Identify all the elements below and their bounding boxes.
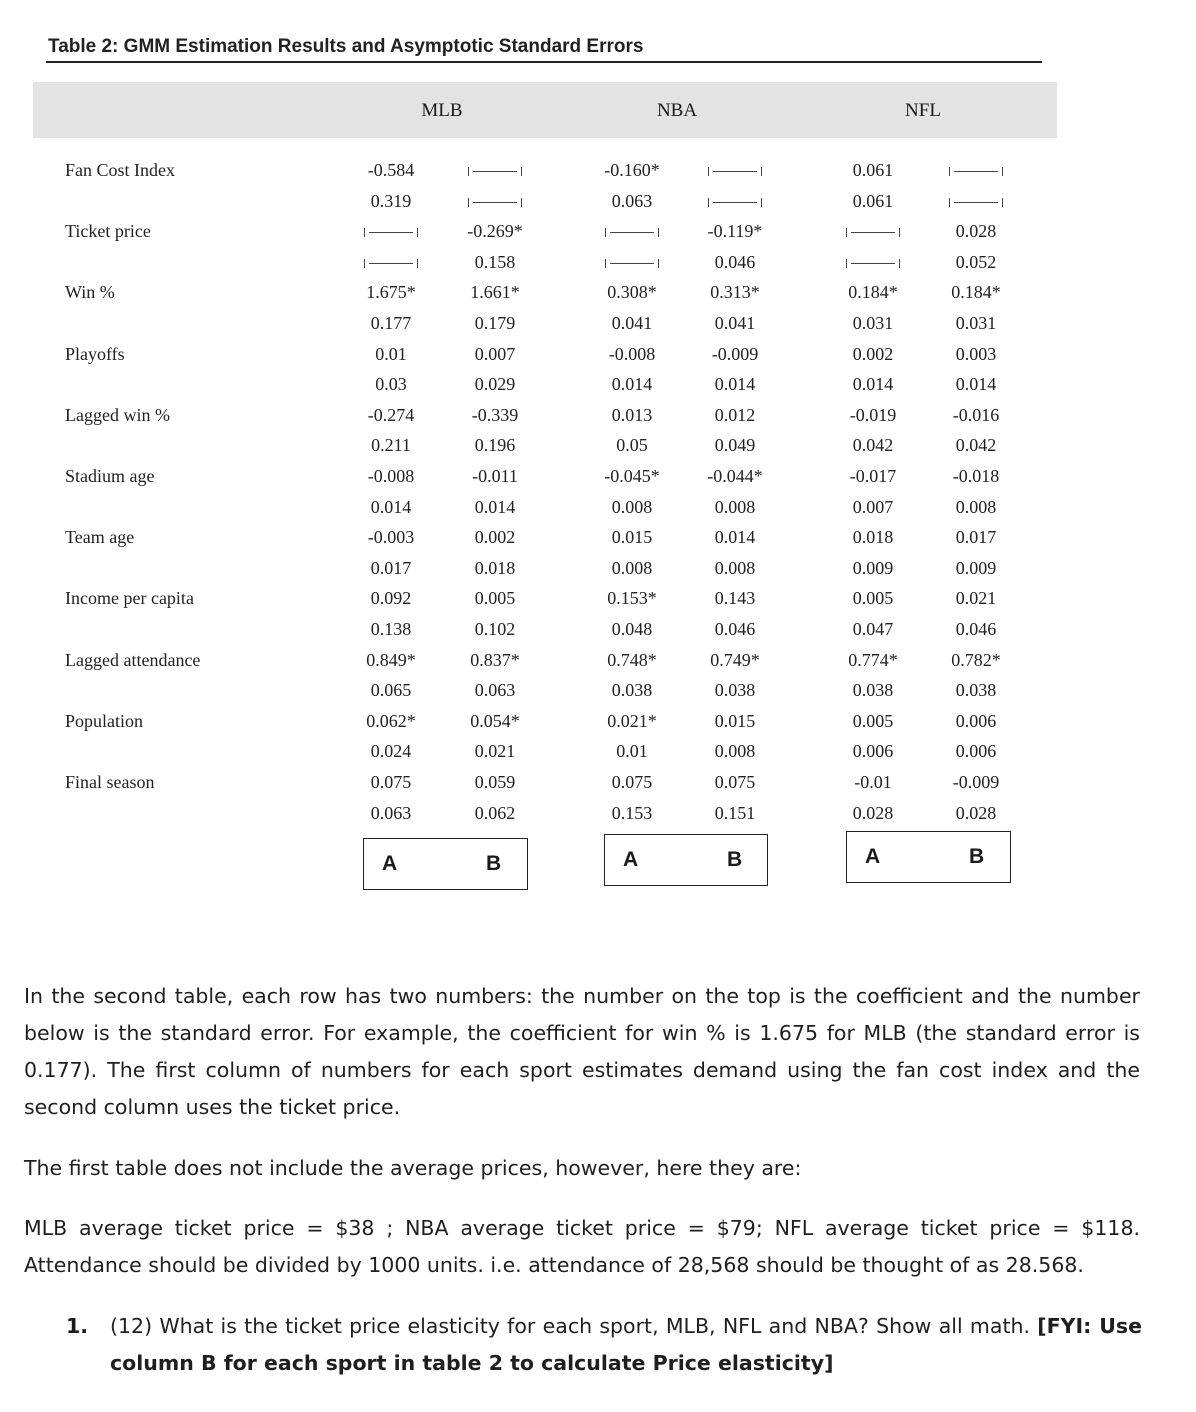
std-error-cell: 0.01 (616, 741, 648, 762)
row-label: Income per capita (65, 588, 194, 609)
coefficient-cell: -0.019 (849, 404, 897, 425)
std-error-cell: 0.038 (611, 680, 653, 701)
coefficient-cell: 0.007 (474, 343, 516, 364)
column-label-b: B (727, 848, 743, 871)
coefficient-cell: -0.269* (467, 221, 523, 242)
row-label: Final season (65, 772, 155, 792)
std-error-cell: 0.05 (616, 435, 648, 456)
row-label: Ticket price (65, 221, 151, 242)
league-header-nba: NBA (656, 100, 698, 121)
coefficient-cell: -0.584 (367, 160, 415, 180)
coefficient-cell: 0.837* (470, 649, 520, 670)
column-box-nba (604, 834, 768, 886)
std-error-cell: 0.008 (611, 557, 653, 578)
std-error-cell: 0.041 (714, 313, 756, 333)
std-error-cell: 0.006 (852, 741, 894, 762)
coefficient-cell: -0.045* (604, 466, 660, 486)
std-error-cell: 0.061 (852, 190, 894, 211)
empty-cell-dash (851, 263, 895, 264)
std-error-cell: 0.009 (955, 557, 997, 578)
std-error-cell: 0.063 (611, 190, 653, 211)
coefficient-cell: -0.009 (711, 343, 759, 364)
coefficient-cell: 0.002 (474, 527, 516, 548)
std-error-cell: 0.014 (370, 496, 412, 517)
table-caption: Table 2: GMM Estimation Results and Asymptotic Standard Errors (48, 36, 644, 57)
std-error-cell: 0.017 (370, 557, 412, 578)
std-error-cell: 0.062 (474, 802, 516, 823)
std-error-cell: 0.151 (714, 802, 756, 823)
row-label: Win % (65, 282, 115, 303)
coefficient-cell: 0.308* (607, 282, 657, 303)
coefficient-cell: -0.044* (707, 466, 763, 486)
std-error-cell: 0.046 (714, 619, 756, 639)
std-error-cell: 0.014 (955, 374, 997, 395)
std-error-cell: 0.038 (955, 680, 997, 701)
coefficient-cell: -0.339 (471, 404, 519, 425)
league-header-nfl: NFL (905, 100, 941, 121)
std-error-cell: 0.014 (611, 374, 653, 395)
coefficient-cell: 0.018 (852, 527, 894, 548)
empty-cell-dash (713, 202, 757, 203)
coefficient-cell: 0.005 (852, 588, 894, 609)
coefficient-cell: -0.01 (854, 772, 892, 792)
coefficient-cell: 0.017 (955, 527, 997, 548)
std-error-cell: 0.046 (714, 251, 756, 272)
question-number: 1. (66, 1314, 89, 1338)
coefficient-cell: 0.015 (611, 527, 653, 548)
coefficient-cell: 0.054* (470, 710, 520, 731)
row-label: Population (65, 710, 144, 731)
question-text: (12) What is the ticket price elasticity for each sport, MLB, NFL and NBA? Show all math. (110, 1314, 1038, 1338)
column-label-a: A (623, 848, 639, 871)
coefficient-cell: 1.675* (366, 282, 416, 303)
coefficient-cell: 0.774* (848, 649, 898, 670)
std-error-cell: 0.028 (955, 802, 997, 823)
std-error-cell: 0.014 (474, 496, 516, 517)
coefficient-cell: 0.014 (714, 527, 756, 548)
std-error-cell: 0.065 (370, 680, 412, 701)
std-error-cell: 0.179 (474, 313, 516, 333)
std-error-cell: 0.153 (611, 802, 653, 823)
coefficient-cell: 0.061 (852, 160, 894, 180)
coefficient-cell: 0.005 (474, 588, 516, 609)
empty-cell-dash (473, 171, 517, 172)
empty-cell-dash (473, 202, 517, 203)
coefficient-cell: -0.119* (707, 221, 763, 242)
coefficient-cell: 0.143 (714, 588, 756, 609)
empty-cell-dash (610, 232, 654, 233)
league-header-mlb: MLB (421, 100, 463, 121)
std-error-cell: 0.042 (955, 435, 997, 456)
coefficient-cell: 0.01 (375, 343, 407, 364)
std-error-cell: 0.038 (714, 680, 756, 701)
coefficient-cell: 0.059 (474, 772, 516, 792)
std-error-cell: 0.102 (474, 619, 516, 639)
empty-cell-dash (369, 263, 413, 264)
std-error-cell: 0.006 (955, 741, 997, 762)
std-error-cell: 0.047 (852, 619, 894, 639)
coefficient-cell: 0.021* (607, 710, 657, 731)
coefficient-cell: 0.849* (366, 649, 416, 670)
std-error-cell: 0.014 (852, 374, 894, 395)
empty-cell-dash (610, 263, 654, 264)
std-error-cell: 0.014 (714, 374, 756, 395)
coefficient-cell: -0.018 (952, 466, 1000, 486)
row-label: Lagged win % (65, 404, 170, 425)
coefficient-cell: 0.075 (611, 772, 653, 792)
std-error-cell: 0.021 (474, 741, 516, 762)
std-error-cell: 0.046 (955, 619, 997, 639)
coefficient-cell: 0.062* (366, 710, 416, 731)
explanation-paragraph: In the second table, each row has two numbers: the number on the top is the coefficient and the number below is the standard error. For example, the coefficient for win % is 1.675 for MLB (the standard error is 0.177). The first column of numbers for each sport estimates demand using the fan cost index and the second column uses the ticket price. (24, 984, 1140, 1119)
caption-rule (46, 61, 1042, 63)
std-error-cell: 0.038 (852, 680, 894, 701)
coefficient-cell: 0.782* (951, 649, 1001, 670)
std-error-cell: 0.008 (611, 496, 653, 517)
coefficient-cell: -0.008 (608, 343, 656, 364)
column-label-b: B (486, 852, 502, 875)
empty-cell-dash (369, 232, 413, 233)
coefficient-cell: -0.011 (472, 466, 518, 486)
table-header-band (33, 82, 1057, 138)
coefficient-cell: -0.009 (952, 772, 1000, 792)
coefficient-cell: -0.008 (367, 466, 415, 486)
std-error-cell: 0.158 (474, 251, 516, 272)
std-error-cell: 0.041 (611, 313, 653, 333)
std-error-cell: 0.211 (371, 435, 411, 456)
average-prices-paragraph: MLB average ticket price = $38 ; NBA average ticket price = $79; NFL average ticket price = $118. Attendance should be divided by 1000 units. i.e. attendance of 28,568 should be thought of as 28.568. (24, 1216, 1140, 1277)
coefficient-cell: -0.003 (367, 527, 415, 548)
std-error-cell: 0.008 (714, 496, 756, 517)
coefficient-cell: 0.184* (848, 282, 898, 303)
empty-cell-dash (713, 171, 757, 172)
std-error-cell: 0.049 (714, 435, 756, 456)
std-error-cell: 0.024 (370, 741, 412, 762)
std-error-cell: 0.009 (852, 557, 894, 578)
coefficient-cell: 0.313* (710, 282, 760, 303)
coefficient-cell: 0.075 (714, 772, 756, 792)
column-label-a: A (865, 845, 881, 868)
std-error-cell: 0.052 (955, 251, 997, 272)
column-label-a: A (382, 852, 398, 875)
coefficient-cell: 0.006 (955, 710, 997, 731)
coefficient-cell: -0.274 (367, 404, 415, 425)
row-label: Playoffs (65, 343, 125, 364)
std-error-cell: 0.029 (474, 374, 516, 395)
coefficient-cell: 0.015 (714, 710, 756, 731)
row-label: Team age (65, 527, 135, 548)
column-label-b: B (969, 845, 985, 868)
column-box-nfl (846, 831, 1011, 883)
coefficient-cell: 0.153* (607, 588, 657, 609)
std-error-cell: 0.042 (852, 435, 894, 456)
coefficient-cell: 0.002 (852, 343, 894, 364)
std-error-cell: 0.018 (474, 557, 516, 578)
column-box-mlb (363, 838, 528, 890)
coefficient-cell: 0.092 (370, 588, 412, 609)
std-error-cell: 0.177 (370, 313, 412, 333)
question-hint: [FYI: Use column B for each sport in table 2 to calculate Price elasticity] (110, 1314, 1142, 1375)
std-error-cell: 0.031 (955, 313, 997, 333)
std-error-cell: 0.007 (852, 496, 894, 517)
std-error-cell: 0.008 (955, 496, 997, 517)
average-prices-intro: The first table does not include the average prices, however, here they are: (24, 1156, 802, 1180)
coefficient-cell: 0.012 (714, 404, 756, 425)
std-error-cell: 0.048 (611, 619, 653, 639)
coefficient-cell: 0.013 (611, 404, 653, 425)
coefficient-cell: 1.661* (470, 282, 520, 303)
std-error-cell: 0.03 (375, 374, 407, 395)
empty-cell-dash (954, 202, 998, 203)
coefficient-cell: -0.160* (604, 160, 660, 180)
std-error-cell: 0.196 (474, 435, 516, 456)
coefficient-cell: 0.748* (607, 649, 657, 670)
std-error-cell: 0.008 (714, 741, 756, 762)
std-error-cell: 0.319 (370, 190, 412, 211)
coefficient-cell: 0.003 (955, 343, 997, 364)
coefficient-cell: 0.749* (710, 649, 760, 670)
std-error-cell: 0.008 (714, 557, 756, 578)
std-error-cell: 0.063 (370, 802, 412, 823)
coefficient-cell: 0.005 (852, 710, 894, 731)
coefficient-cell: 0.184* (951, 282, 1001, 303)
std-error-cell: 0.028 (852, 802, 894, 823)
coefficient-cell: 0.021 (955, 588, 997, 609)
coefficient-cell: -0.017 (849, 466, 897, 486)
coefficient-cell: -0.016 (952, 404, 1000, 425)
row-label: Lagged attendance (65, 649, 201, 670)
std-error-cell: 0.138 (370, 619, 412, 639)
question-1 (110, 1308, 1142, 1382)
std-error-cell: 0.031 (852, 313, 894, 333)
row-label: Fan Cost Index (65, 160, 175, 180)
row-label: Stadium age (65, 466, 155, 486)
coefficient-cell: 0.028 (955, 221, 997, 242)
empty-cell-dash (851, 232, 895, 233)
std-error-cell: 0.063 (474, 680, 516, 701)
coefficient-cell: 0.075 (370, 772, 412, 792)
empty-cell-dash (954, 171, 998, 172)
